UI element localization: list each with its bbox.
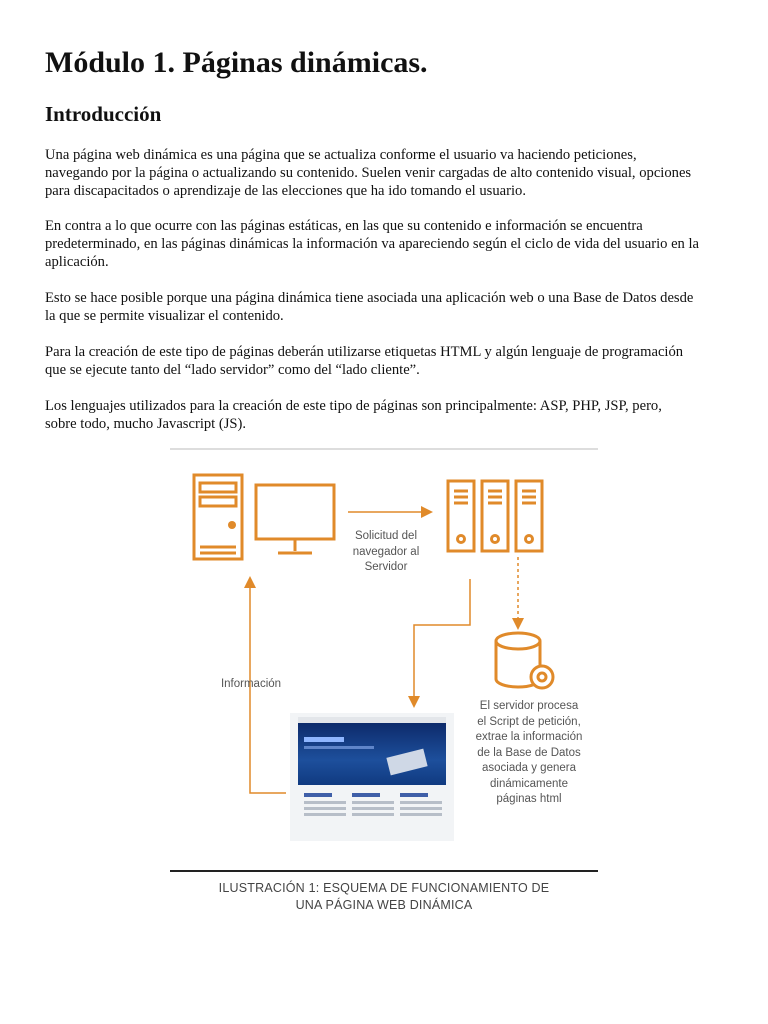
paragraph-line: Una página web dinámica es una página que se actualiza conforme el usuario va haciendo peticiones, [45, 147, 637, 163]
server-label-line: el Script de petición, [477, 715, 581, 728]
server-label-line: asociada y genera [482, 762, 576, 774]
server-label-line: de la Base de Datos [477, 746, 581, 759]
server-label-line: dinámicamente [490, 777, 568, 790]
request-label-line: Solicitud del [354, 530, 417, 542]
paragraph-4 [45, 343, 683, 379]
server-label-line: El servidor procesa [479, 700, 579, 712]
section-heading: Introducción [45, 102, 162, 126]
paragraph-5 [45, 397, 662, 433]
server-rack-icon [448, 481, 542, 551]
page-title: Módulo 1. Páginas dinámicas. [45, 46, 428, 79]
response-arrow [414, 579, 470, 705]
paragraph-line: En contra a lo que ocurre con las páginas estáticas, en las que su contenido e información se encuentra [45, 218, 643, 234]
server-process-label [468, 699, 590, 808]
paragraph-2 [45, 217, 699, 271]
paragraph-line: que se ejecute tanto del “lado servidor” como del “lado cliente”. [45, 362, 420, 378]
paragraph-line: aplicación. [45, 254, 109, 270]
paragraph-3 [45, 289, 693, 325]
information-label: Información [220, 678, 282, 690]
paragraph-line: predeterminado, en las páginas dinámicas la información va apareciendo según el ciclo de vida del usuario en la [45, 236, 700, 252]
caption-line: ILUSTRACIÓN 1: ESQUEMA DE FUNCIONAMIENTO DE [218, 881, 550, 895]
paragraph-line: Esto se hace posible porque una página dinámica tiene asociada una aplicación web o una Base de Datos desde [45, 290, 694, 306]
server-label-line: páginas html [496, 793, 562, 805]
paragraph-line: navegando por la página o actualizando su contenido. Suelen venir cargadas de alto contenido visual, opciones [45, 165, 692, 181]
request-label [344, 529, 428, 576]
paragraph-line: sobre todo, mucho Javascript (JS). [45, 416, 247, 432]
database-icon [496, 633, 553, 688]
desktop-tower-icon [194, 475, 242, 559]
paragraph-line: para discapacitados o aprendizaje de las elecciones que ha ido tomando el usuario. [45, 183, 526, 199]
request-label-line: Servidor [364, 561, 408, 573]
request-label-line: navegador al [352, 545, 420, 558]
web-page-thumbnail [290, 713, 454, 841]
paragraph-line: la que se permite visualizar el contenido. [45, 308, 284, 324]
caption-line: UNA PÁGINA WEB DINÁMICA [295, 898, 473, 912]
paragraph-1 [45, 146, 691, 200]
figure-caption [184, 880, 584, 914]
server-label-line: extrae la información [475, 731, 583, 743]
paragraph-line: Para la creación de este tipo de páginas deberán utilizarse etiquetas HTML y algún lenguaje de programación [45, 344, 684, 360]
paragraph-line: Los lenguajes utilizados para la creación de este tipo de páginas son principalmente: ASP, PHP, JSP, pero, [45, 398, 662, 414]
dynamic-page-diagram [168, 447, 600, 917]
monitor-icon [256, 485, 334, 553]
